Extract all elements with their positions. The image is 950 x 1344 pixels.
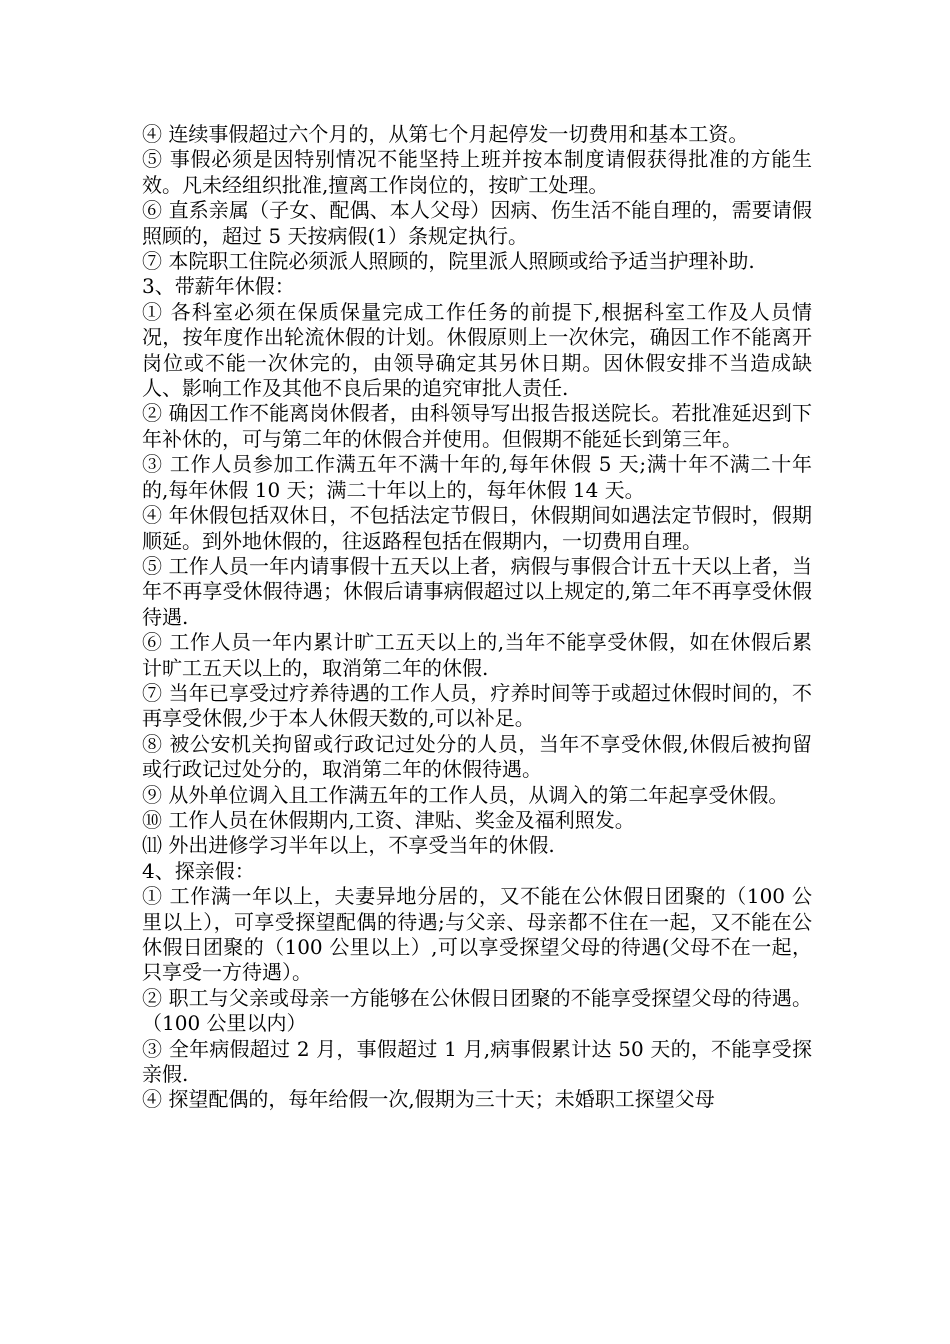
paragraph-annual-leave-8: ⑧ 被公安机关拘留或行政记过处分的人员，当年不享受休假,休假后被拘留或行政记过处分的，取消第二年的休假待遇。 xyxy=(142,731,812,782)
section-heading-annual-leave: 3、带薪年休假： xyxy=(142,274,295,299)
paragraph-annual-leave-3: ③ 工作人员参加工作满五年不满十年的,每年休假 5 天;满十年不满二十年的,每年休假 10 天；满二十年以上的，每年休假 14 天。 xyxy=(142,452,812,502)
section-heading-home-leave: 4、探亲假： xyxy=(142,858,255,883)
paragraph-annual-leave-6: ⑥ 工作人员一年内累计旷工五天以上的,当年不能享受休假，如在休假后累计旷工五天以上的，取消第二年的休假. xyxy=(142,630,812,680)
paragraph-home-leave-1: ① 工作满一年以上，夫妻异地分居的，又不能在公休假日团聚的（100 公里以上），可享受探望配偶的待遇;与父亲、母亲都不住在一起，又不能在公休假日团聚的（100 公里以上）,可以享受探望父母的待遇(父母不在一起，只享受一方待遇）。 xyxy=(142,884,812,985)
paragraph-annual-leave-10: ⑩ 工作人员在休假期内,工资、津贴、奖金及福利照发。 xyxy=(142,807,635,832)
paragraph-annual-leave-2: ② 确因工作不能离岗休假者，由科领导写出报告报送院长。若批准延迟到下年补休的，可与第二年的休假合并使用。但假期不能延长到第三年。 xyxy=(142,401,812,451)
document-body xyxy=(142,122,812,1113)
paragraph-family-care-6: ⑥ 直系亲属（子女、配偶、本人父母）因病、伤生活不能自理的，需要请假照顾的，超过 5 天按病假(1）条规定执行。 xyxy=(142,198,812,248)
paragraph-annual-leave-1: ① 各科室必须在保质保量完成工作任务的前提下,根据科室工作及人员情况，按年度作出轮流休假的计划。休假原则上一次休完，确因工作不能离开岗位或不能一次休完的，由领导确定其另休日期。因休假安排不当造成缺人、影响工作及其他不良后果的追究审批人责任. xyxy=(142,299,812,401)
paragraph-home-leave-4: ④ 探望配偶的，每年给假一次,假期为三十天；未婚职工探望父母 xyxy=(142,1087,715,1112)
paragraph-annual-leave-4: ④ 年休假包括双休日，不包括法定节假日，休假期间如遇法定节假时，假期顺延。到外地休假的，往返路程包括在假期内，一切费用自理。 xyxy=(142,503,812,553)
paragraph-home-leave-2: ② 职工与父亲或母亲一方能够在公休假日团聚的不能享受探望父母的待遇。（100 公里以内） xyxy=(142,985,812,1036)
paragraph-sick-leave-4: ④ 连续事假超过六个月的，从第七个月起停发一切费用和基本工资。 xyxy=(142,122,749,146)
paragraph-personal-leave-5: ⑤ 事假必须是因特别情况不能坚持上班并按本制度请假获得批准的方能生效。凡未经组织批准,擅离工作岗位的，按旷工处理。 xyxy=(142,147,812,197)
paragraph-home-leave-3: ③ 全年病假超过 2 月，事假超过 1 月,病事假累计达 50 天的，不能享受探亲假. xyxy=(142,1036,812,1087)
paragraph-hospital-care-7: ⑦ 本院职工住院必须派人照顾的，院里派人照顾或给予适当护理补助. xyxy=(142,249,755,274)
paragraph-annual-leave-9: ⑨ 从外单位调入且工作满五年的工作人员，从调入的第二年起享受休假。 xyxy=(142,782,789,807)
paragraph-annual-leave-11: ⑾ 外出进修学习半年以上，不享受当年的休假. xyxy=(142,833,555,858)
paragraph-annual-leave-5: ⑤ 工作人员一年内请事假十五天以上者，病假与事假合计五十天以上者，当年不再享受休假待遇；休假后请事病假超过以上规定的,第二年不再享受休假待遇. xyxy=(142,553,812,629)
paragraph-annual-leave-7: ⑦ 当年已享受过疗养待遇的工作人员，疗养时间等于或超过休假时间的，不再享受休假,少于本人休假天数的,可以补足。 xyxy=(142,680,812,731)
